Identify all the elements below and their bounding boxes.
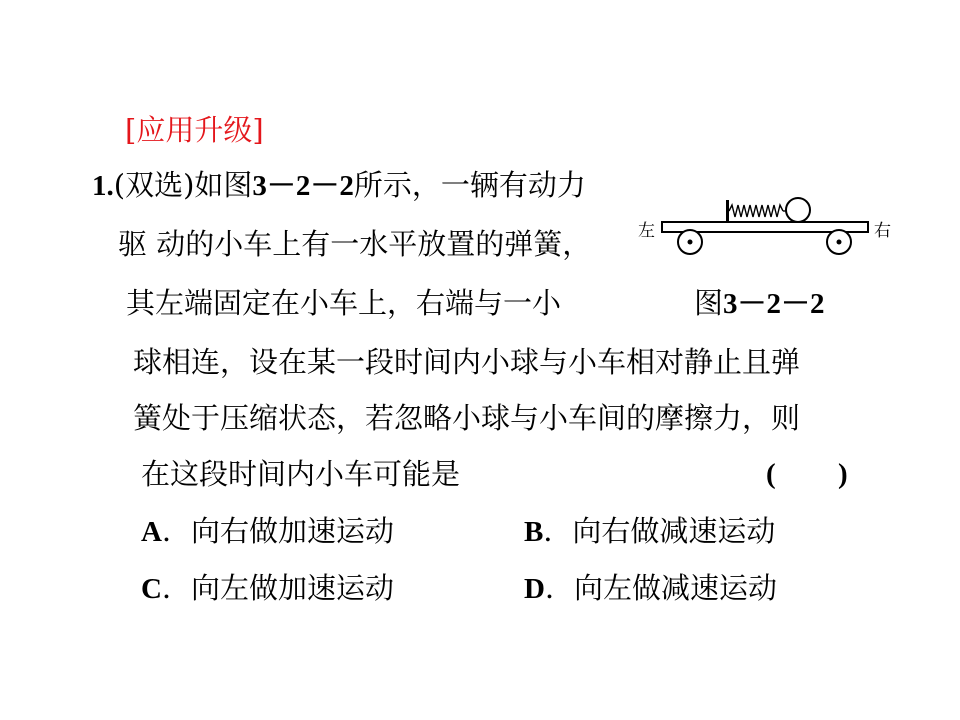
spring xyxy=(729,205,783,217)
cart-spring-diagram xyxy=(638,190,898,268)
option-a[interactable]: A．向右做加速运动 xyxy=(141,514,394,548)
figure-caption: 图3－2－2 xyxy=(694,286,825,320)
question-line-1: 1.(双选)如图3－2－2所示，一辆有动力 xyxy=(92,168,586,202)
right-label: 右 xyxy=(874,221,891,241)
answer-bracket-open: ( xyxy=(766,458,776,490)
question-type: (双选) xyxy=(113,168,195,202)
question-line-4: 球相连，设在某一段时间内小球与小车相对静止且弹 xyxy=(133,345,801,379)
question-line-5: 簧处于压缩状态，若忽略小球与小车间的摩擦力，则 xyxy=(133,401,801,435)
figure-reference: 3－2－2 xyxy=(252,170,354,202)
section-label: [应用升级] xyxy=(125,113,264,147)
option-c[interactable]: C．向左做加速运动 xyxy=(141,571,394,605)
answer-bracket-close: ) xyxy=(838,458,848,490)
question-line-3: 其左端固定在小车上，右端与一小 xyxy=(126,286,562,320)
option-d[interactable]: D．向左做减速运动 xyxy=(524,571,777,605)
question-line-6: 在这段时间内小车可能是 xyxy=(141,457,461,491)
option-b[interactable]: B．向右做减速运动 xyxy=(524,514,776,548)
left-label: 左 xyxy=(638,221,655,241)
ball xyxy=(786,198,810,222)
spring-wall xyxy=(726,200,729,222)
question-line-2: 驱 动的小车上有一水平放置的弹簧， xyxy=(118,227,592,261)
question-number: 1. xyxy=(92,170,114,202)
